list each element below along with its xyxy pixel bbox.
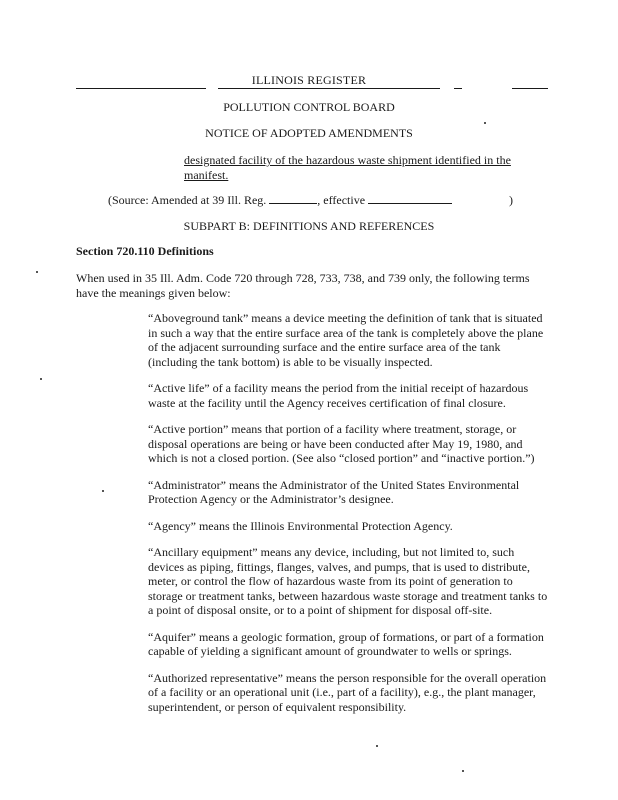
scan-speck — [40, 378, 42, 380]
scan-speck — [36, 271, 38, 273]
scan-speck — [484, 122, 486, 124]
notice-title: NOTICE OF ADOPTED AMENDMENTS — [205, 126, 413, 140]
definition-text: “Active life” of a facility means the period from the initial receipt of hazardous waste at the facility until the Agency receives certification of final closure. — [148, 381, 529, 410]
definition-item — [148, 545, 548, 618]
scan-speck — [462, 770, 464, 772]
definition-item — [148, 630, 548, 659]
definition-text: “Agency” means the Illinois Environmental Protection Agency. — [148, 518, 453, 533]
definition-item — [148, 422, 548, 466]
definition-item — [148, 311, 548, 369]
source-note-text: (Source: Amended at 39 Ill. Reg. — [108, 193, 270, 207]
scan-speck — [102, 490, 104, 492]
definitions-list — [148, 311, 548, 726]
definition-item — [148, 519, 548, 534]
effective-date-blank — [368, 194, 452, 204]
section-intro: When used in 35 Ill. Adm. Code 720 through 728, 733, 738, and 739 only, the following terms have the meanings given below: — [76, 271, 530, 300]
definition-item — [148, 478, 548, 507]
board-title: POLLUTION CONTROL BOARD — [223, 100, 395, 114]
definition-text: “Aquifer” means a geologic formation, group of formations, or part of a formation capable of yielding a significant amount of groundwater to wells or springs. — [148, 629, 544, 658]
definition-text: “Administrator” means the Administrator of the United States Environmental Protection Agency or the Administrator’s designee. — [148, 477, 520, 506]
definition-text: “Active portion” means that portion of a facility where treatment, storage, or disposal operations are being or have been conducted after May 19, 1980, and which is not a closed portion. (See also “closed portion” and “inactive portion.”) — [148, 422, 535, 465]
section-heading: Section 720.110 Definitions — [76, 244, 214, 258]
scan-speck — [376, 745, 378, 747]
continuation-text: designated facility of the hazardous waste shipment identified in the manifest. — [184, 153, 511, 182]
source-note-effective: , effective — [317, 193, 369, 207]
subpart-heading: SUBPART B: DEFINITIONS AND REFERENCES — [183, 219, 435, 233]
register-number-blank — [269, 194, 317, 204]
definition-item — [148, 381, 548, 410]
definition-item — [148, 671, 548, 715]
source-note-close: ) — [509, 193, 513, 207]
register-title: ILLINOIS REGISTER — [251, 73, 367, 87]
source-note — [108, 193, 452, 208]
definition-text: “Ancillary equipment” means any device, including, but not limited to, such devices as piping, fittings, flanges, valves, and pumps, that is used to distribute, meter, or control the flow of hazardous waste from its point of generation to storage or treatment tanks, between hazardous waste storage and treatment tanks to a point of disposal onsite, or to a point of shipment for disposal off-site. — [148, 545, 548, 617]
definition-text: “Aboveground tank” means a device meeting the definition of tank that is situated in such a way that the entire surface area of the tank is completely above the plane of the adjacent surrounding surface and the entire surface area of the tank (including the tank bottom) is able to be visually inspected. — [148, 311, 544, 369]
definition-text: “Authorized representative” means the person responsible for the overall operation of a facility or an operational unit (i.e., part of a facility), e.g., the plant manager, superintendent, or person of equivalent responsibility. — [148, 670, 547, 714]
